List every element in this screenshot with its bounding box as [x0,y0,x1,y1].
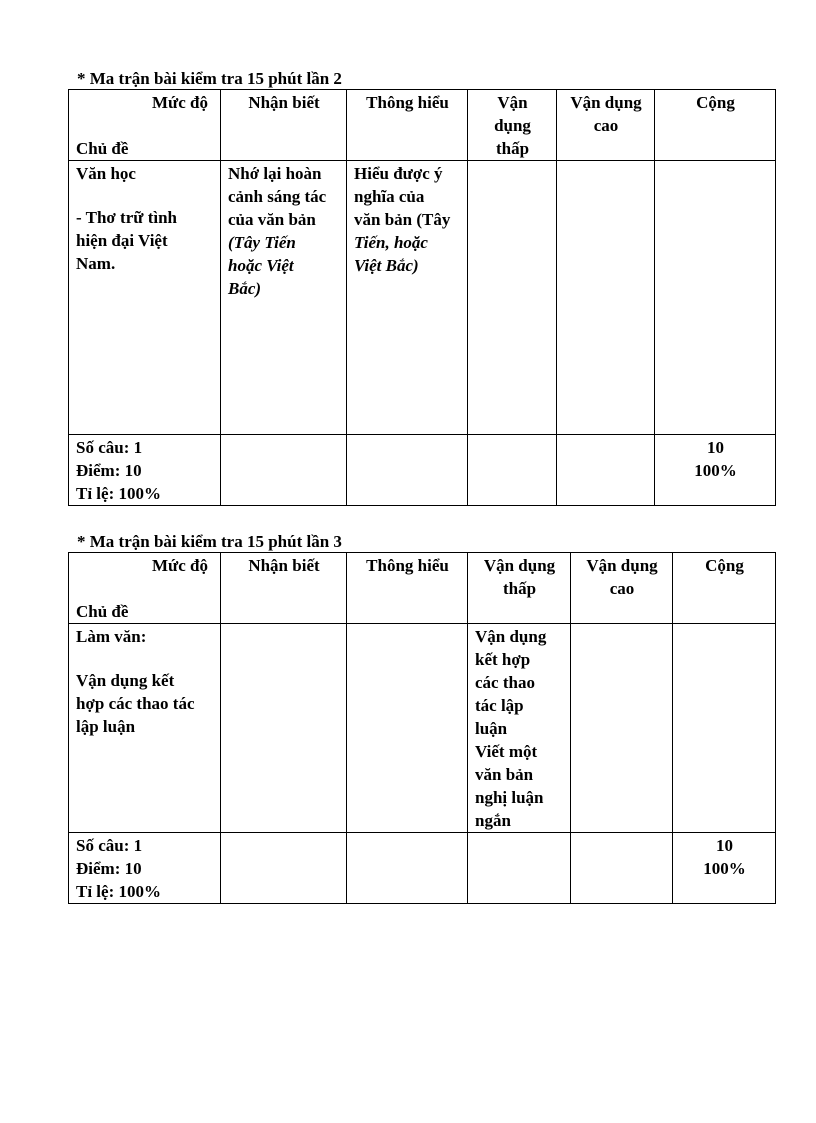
table-2-summary-row [69,833,776,904]
van-dung-thap-header: Vận dụng thấp [468,90,557,161]
thong-hieu-header: Thông hiểu [347,553,468,624]
ti-le: Tỉ lệ: 100% [76,882,161,901]
so-cau: Số câu: 1 [76,438,143,457]
chu-de-label: Chủ đề [76,602,129,621]
table-2-content-row [69,624,776,833]
nhan-biet-header: Nhận biết [221,553,347,624]
section-2-title: * Ma trận bài kiểm tra 15 phút lần 3 [77,532,342,551]
ti-le: Tỉ lệ: 100% [76,484,161,503]
nhan-biet-header: Nhận biết [221,90,347,161]
table-1-content-row [69,161,776,435]
table-1-summary-row [69,435,776,506]
van-dung-cao-header: Vận dụng cao [571,553,673,624]
diagonal-header-cell [69,553,221,624]
topic-cell: Làm văn: Vận dụng kết hợp các thao tác lập luận [69,624,221,833]
diem: Điểm: 10 [76,461,142,480]
summary-cell [69,833,221,904]
total-points: 10 [716,836,733,855]
diem: Điểm: 10 [76,859,142,878]
cong-content [655,161,776,435]
matrix-table-1 [68,89,776,506]
summary-cell [69,435,221,506]
thong-hieu-header: Thông hiểu [347,90,468,161]
total-points: 10 [707,438,724,457]
matrix-table-2 [68,552,776,904]
cong-header: Cộng [673,553,776,624]
table-1-header-row [69,90,776,161]
muc-do-label: Mức độ [152,93,208,112]
so-cau: Số câu: 1 [76,836,143,855]
van-dung-thap-content [468,161,557,435]
cong-header: Cộng [655,90,776,161]
chu-de-label: Chủ đề [76,139,129,158]
diagonal-header-cell [69,90,221,161]
total-percent: 100% [694,461,737,480]
muc-do-label: Mức độ [152,556,208,575]
topic-cell: Văn học - Thơ trữ tình hiện đại Việt Nam. [69,161,221,435]
table-2-header-row [69,553,776,624]
total-percent: 100% [703,859,746,878]
total-cell [673,833,776,904]
van-dung-cao-content [557,161,655,435]
nhan-biet-content [221,624,347,833]
thong-hieu-content: Hiểu được ý nghĩa của văn bản (Tây Tiến, hoặc Việt Bắc) [347,161,468,435]
nhan-biet-content: Nhớ lại hoàn cảnh sáng tác của văn bản (Tây Tiến hoặc Việt Bắc) [221,161,347,435]
total-cell [655,435,776,506]
van-dung-thap-content: Vận dụng kết hợp các thao tác lập luận Viết một văn bản nghị luận ngắn [468,624,571,833]
cong-content [673,624,776,833]
section-1-title: * Ma trận bài kiểm tra 15 phút lần 2 [77,69,342,88]
van-dung-thap-header: Vận dụng thấp [468,553,571,624]
van-dung-cao-header: Vận dụng cao [557,90,655,161]
thong-hieu-content [347,624,468,833]
van-dung-cao-content [571,624,673,833]
